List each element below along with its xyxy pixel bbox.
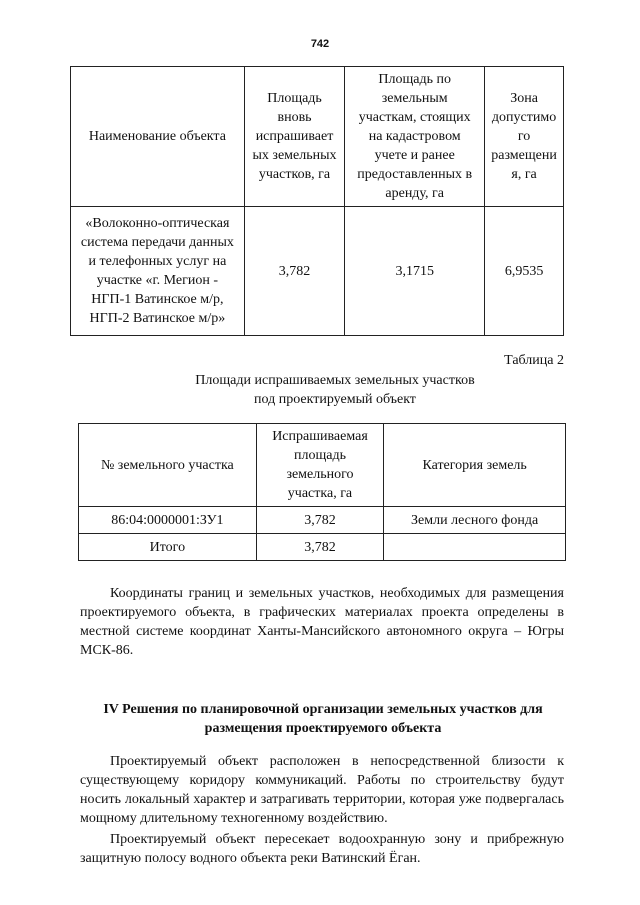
cell-new-area: 3,782 xyxy=(244,207,344,336)
cell-total-category xyxy=(384,534,566,561)
cell-total-area: 3,782 xyxy=(256,534,384,561)
land-plots-table xyxy=(78,423,566,561)
cell-requested-area: 3,782 xyxy=(256,507,384,534)
table2-caption: Таблица 2 xyxy=(504,353,564,368)
table-row xyxy=(71,207,564,336)
object-area-table xyxy=(70,66,564,336)
table-row-total xyxy=(79,534,566,561)
table-row xyxy=(79,507,566,534)
table-header-row xyxy=(79,424,566,507)
cell-plot-number: 86:04:0000001:ЗУ1 xyxy=(79,507,257,534)
header-new-area: Площадь вновь испрашивает ых земельных участков, га xyxy=(244,67,344,207)
header-plot-number: № земельного участка xyxy=(79,424,257,507)
cell-land-category: Земли лесного фонда xyxy=(384,507,566,534)
cell-total-label: Итого xyxy=(79,534,257,561)
water-zone-paragraph: Проектируемый объект пересекает водоохранную зону и прибрежную защитную полосу водного объекта реки Ватинский Ёган. xyxy=(80,832,564,866)
page-number: 742 xyxy=(310,38,330,50)
cell-registered-area: 3,1715 xyxy=(345,207,485,336)
table-header-row xyxy=(71,67,564,207)
object-location-paragraph: Проектируемый объект расположен в непосредственной близости к существующему коридору коммуникаций. Работы по строительству будут носить локальный характер и затрагивать территории, которая уже подвергалась мощному длительному техногенному воздействию. xyxy=(80,754,564,826)
table2-title: Площади испрашиваемых земельных участков под проектируемый объект xyxy=(195,373,475,407)
header-requested-area: Испрашиваемая площадь земельного участка, га xyxy=(256,424,384,507)
header-land-category: Категория земель xyxy=(384,424,566,507)
coordinates-paragraph: Координаты границ и земельных участков, необходимых для размещения проектируемого объекта, в графических материалах проекта определены в местной системе координат Ханты-Мансийского автономного округа – Югры МСК-86. xyxy=(80,586,564,658)
cell-placement-zone: 6,9535 xyxy=(485,207,564,336)
section-heading: IV Решения по планировочной организации земельных участков для размещения проектируемого объекта xyxy=(103,702,543,736)
cell-object-name: «Волоконно-оптическая система передачи данных и телефонных услуг на участке «г. Мегион - НГП-1 Ватинское м/р, НГП-2 Ватинское м/р» xyxy=(71,207,245,336)
header-object-name: Наименование объекта xyxy=(71,67,245,207)
header-registered-area: Площадь по земельным участкам, стоящих на кадастровом учете и ранее предоставленных в аренду, га xyxy=(345,67,485,207)
header-placement-zone: Зона допустимо го размещени я, га xyxy=(485,67,564,207)
